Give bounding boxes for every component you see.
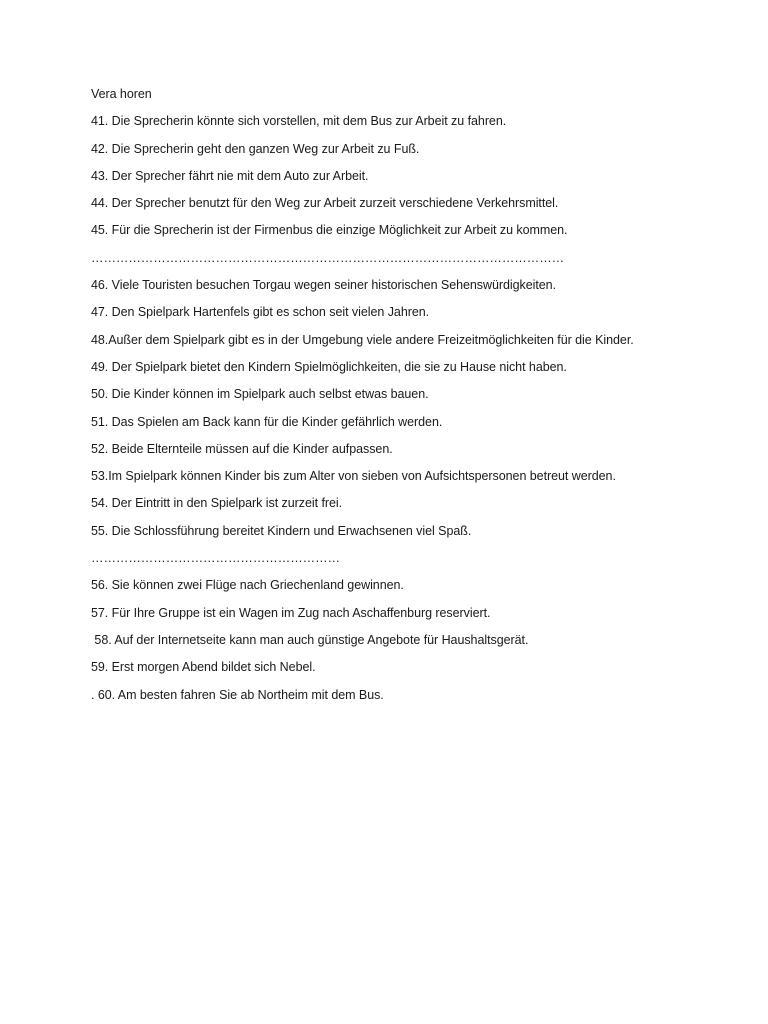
document-body — [91, 84, 751, 712]
statement-53: 53.Im Spielpark können Kinder bis zum Alter von sieben von Aufsichtspersonen betreut werden. — [91, 469, 616, 484]
statement-58: 58. Auf der Internetseite kann man auch günstige Angebote für Haushaltsgerät. — [91, 632, 529, 647]
statement-57: 57. Für Ihre Gruppe ist ein Wagen im Zug nach Aschaffenburg reserviert. — [91, 605, 491, 620]
statement-49: 49. Der Spielpark bietet den Kindern Spielmöglichkeiten, die sie zu Hause nicht haben. — [91, 359, 567, 374]
statement-42: 42. Die Sprecherin geht den ganzen Weg zur Arbeit zu Fuß. — [91, 141, 420, 156]
statement-50: 50. Die Kinder können im Spielpark auch selbst etwas bauen. — [91, 387, 429, 402]
document-title: Vera horen — [91, 87, 152, 101]
statement-41: 41. Die Sprecherin könnte sich vorstellen, mit dem Bus zur Arbeit zu fahren. — [91, 114, 507, 129]
statement-60: . 60. Am besten fahren Sie ab Northeim mit dem Bus. — [91, 687, 384, 702]
dotted-separator-1: …………………………………………………………………………………………………… — [91, 250, 565, 265]
statement-51: 51. Das Spielen am Back kann für die Kinder gefährlich werden. — [91, 414, 443, 429]
statement-55: 55. Die Schlossführung bereitet Kindern und Erwachsenen viel Spaß. — [91, 523, 472, 538]
statement-56: 56. Sie können zwei Flüge nach Griechenland gewinnen. — [91, 578, 404, 593]
statement-43: 43. Der Sprecher fährt nie mit dem Auto zur Arbeit. — [91, 168, 369, 183]
statement-47: 47. Den Spielpark Hartenfels gibt es schon seit vielen Jahren. — [91, 305, 430, 320]
statement-46: 46. Viele Touristen besuchen Torgau wegen seiner historischen Sehenswürdigkeiten. — [91, 278, 557, 293]
statement-52: 52. Beide Elternteile müssen auf die Kinder aufpassen. — [91, 441, 393, 456]
statement-48: 48.Außer dem Spielpark gibt es in der Umgebung viele andere Freizeitmöglichkeiten für die Kinder. — [91, 332, 634, 347]
statement-59: 59. Erst morgen Abend bildet sich Nebel. — [91, 660, 316, 675]
dotted-separator-2: …………………………………………………… — [91, 551, 341, 566]
statement-45: 45. Für die Sprecherin ist der Firmenbus die einzige Möglichkeit zur Arbeit zu kommen. — [91, 223, 568, 238]
statement-54: 54. Der Eintritt in den Spielpark ist zurzeit frei. — [91, 496, 343, 511]
statement-44: 44. Der Sprecher benutzt für den Weg zur Arbeit zurzeit verschiedene Verkehrsmittel. — [91, 196, 559, 211]
